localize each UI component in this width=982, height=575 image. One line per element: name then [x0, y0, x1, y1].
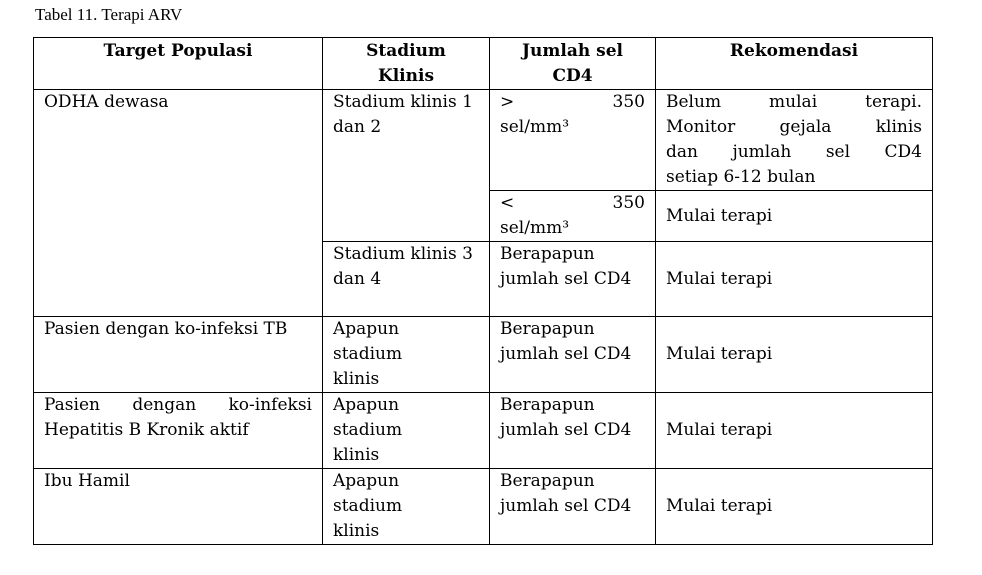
population-cell: Ibu Hamil: [34, 469, 323, 545]
population-cell: Pasien dengan ko-infeksi Hepatitis B Kronik aktif: [34, 393, 323, 469]
cd4-line: < 350: [500, 193, 645, 213]
stage-cell: Stadium klinis 1 dan 2: [323, 90, 490, 242]
header-clinical-stage: Stadium Klinis: [323, 38, 490, 90]
rec-line: Belum mulai terapi.: [666, 92, 922, 112]
recommendation-cell: Mulai terapi: [656, 469, 933, 545]
stage-cell: Apapun stadium klinis: [323, 469, 490, 545]
cd4-line: sel/mm³: [500, 218, 570, 238]
population-cell: ODHA dewasa: [34, 90, 323, 317]
cd4-cell: Berapapun jumlah sel CD4: [490, 317, 656, 393]
header-target-population: Target Populasi: [34, 38, 323, 90]
stage-cell: Apapun stadium klinis: [323, 317, 490, 393]
cd4-cell: Berapapun jumlah sel CD4: [490, 469, 656, 545]
stage-cell: Apapun stadium klinis: [323, 393, 490, 469]
rec-line: Monitor gejala klinis: [666, 117, 922, 137]
cd4-cell: [490, 90, 656, 191]
arv-therapy-table: [33, 37, 933, 545]
header-row: [34, 38, 933, 90]
population-cell: Pasien dengan ko-infeksi TB: [34, 317, 323, 393]
recommendation-cell: Mulai terapi: [656, 191, 933, 242]
table-row: [34, 90, 933, 191]
cd4-cell: Berapapun jumlah sel CD4: [490, 242, 656, 317]
recommendation-cell: Mulai terapi: [656, 317, 933, 393]
recommendation-cell: Mulai terapi: [656, 393, 933, 469]
cd4-cell: [490, 191, 656, 242]
cd4-line: sel/mm³: [500, 117, 570, 137]
header-cd4-count: Jumlah sel CD4: [490, 38, 656, 90]
table-caption: Tabel 11. Terapi ARV: [35, 5, 183, 24]
stage-cell: Stadium klinis 3 dan 4: [323, 242, 490, 317]
rec-line: dan jumlah sel CD4: [666, 142, 922, 162]
cd4-line: > 350: [500, 92, 645, 112]
recommendation-cell: [656, 90, 933, 191]
recommendation-cell: Mulai terapi: [656, 242, 933, 317]
table-row: [34, 469, 933, 545]
header-recommendation: Rekomendasi: [656, 38, 933, 90]
cd4-cell: Berapapun jumlah sel CD4: [490, 393, 656, 469]
table-row: [34, 393, 933, 469]
rec-line: setiap 6-12 bulan: [666, 167, 816, 187]
table-row: [34, 317, 933, 393]
